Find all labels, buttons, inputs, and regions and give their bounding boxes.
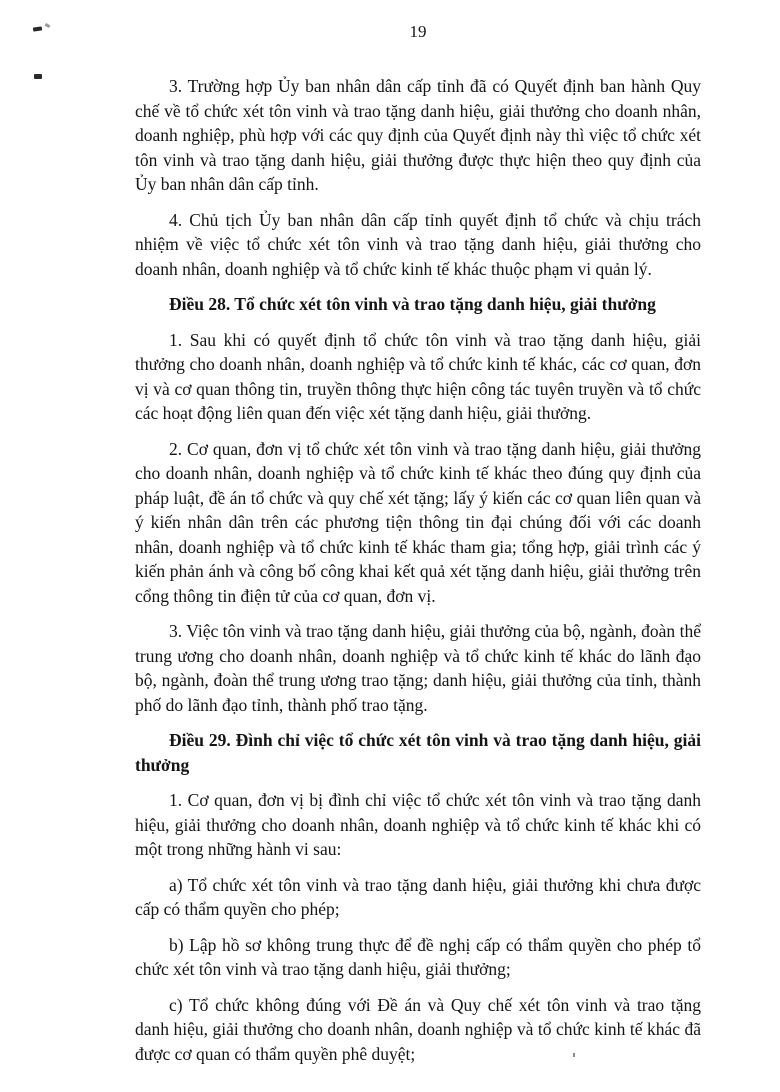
document-body <box>135 20 701 1077</box>
scan-artifact <box>45 23 51 28</box>
article-28-heading: Điều 28. Tổ chức xét tôn vinh và trao tặng danh hiệu, giải thưởng <box>169 294 656 314</box>
article-29-point-a: a) Tổ chức xét tôn vinh và trao tặng danh hiệu, giải thưởng khi chưa được cấp có thẩm quyền cho phép; <box>135 874 701 919</box>
paragraph-clause-3-uy-ban: 3. Trường hợp Ủy ban nhân dân cấp tỉnh đã có Quyết định ban hành Quy chế về tổ chức xét tôn vinh và trao tặng danh hiệu, giải thưởng cho doanh nhân, doanh nghiệp, phù hợp với các quy định của Quyết định này thì việc tổ chức xét tôn vinh và trao tặng danh hiệu, giải thưởng được thực hiện theo quy định của Ủy ban nhân dân cấp tỉnh. <box>135 76 701 194</box>
article-28-clause-2: 2. Cơ quan, đơn vị tổ chức xét tôn vinh và trao tặng danh hiệu, giải thưởng cho doanh nhân, doanh nghiệp và tổ chức kinh tế khác theo đúng quy định của pháp luật, đề án tổ chức và quy chế xét tặng; lấy ý kiến các cơ quan liên quan và ý kiến nhân dân trên các phương tiện thông tin đại chúng đối với các doanh nhân, doanh nghiệp và tổ chức kinh tế khác tham gia; tổng hợp, giải trình các ý kiến phản ánh và công bố công khai kết quả xét tặng danh hiệu, giải thưởng trên cổng thông tin điện tử của cơ quan, đơn vị. <box>135 438 701 606</box>
paragraph-clause-4-chu-tich: 4. Chủ tịch Ủy ban nhân dân cấp tỉnh quyết định tổ chức và chịu trách nhiệm về việc tổ chức xét tôn vinh và trao tặng danh hiệu, giải thưởng cho doanh nhân, doanh nghiệp và tổ chức kinh tế khác thuộc phạm vi quản lý. <box>135 209 701 279</box>
article-29-clause-1: 1. Cơ quan, đơn vị bị đình chỉ việc tổ chức xét tôn vinh và trao tặng danh hiệu, giải thưởng cho doanh nhân, doanh nghiệp và tổ chức kinh tế khác khi có một trong những hành vi sau: <box>135 790 701 859</box>
article-29-point-b: b) Lập hồ sơ không trung thực để đề nghị cấp có thẩm quyền cho phép tổ chức xét tôn vinh và trao tặng danh hiệu, giải thưởng; <box>135 934 701 979</box>
page-number: 19 <box>409 22 427 41</box>
article-28-clause-3: 3. Việc tôn vinh và trao tặng danh hiệu, giải thưởng của bộ, ngành, đoàn thể trung ương cho doanh nhân, doanh nghiệp và tổ chức kinh tế khác do lãnh đạo bộ, ngành, đoàn thể trung ương trao tặng; danh hiệu, giải thưởng của tỉnh, thành phố do lãnh đạo tỉnh, thành phố trao tặng. <box>135 621 701 715</box>
article-28-clause-1: 1. Sau khi có quyết định tổ chức tôn vinh và trao tặng danh hiệu, giải thưởng cho doanh nhân, doanh nghiệp và tổ chức kinh tế khác, các cơ quan, đơn vị và cơ quan thông tin, truyền thông thực hiện công tác tuyên truyền và tổ chức các hoạt động liên quan đến việc xét tặng danh hiệu, giải thưởng. <box>135 329 701 423</box>
article-29-heading: Điều 29. Đình chỉ việc tổ chức xét tôn vinh và trao tặng danh hiệu, giải thưởng <box>135 730 701 775</box>
article-29-point-c: c) Tổ chức không đúng với Đề án và Quy chế xét tôn vinh và trao tặng danh hiệu, giải thưởng cho doanh nhân, doanh nghiệp và tổ chức kinh tế khác đã được cơ quan có thẩm quyền phê duyệt; <box>135 994 701 1064</box>
scan-artifact <box>34 74 42 79</box>
scan-artifact <box>33 26 42 31</box>
